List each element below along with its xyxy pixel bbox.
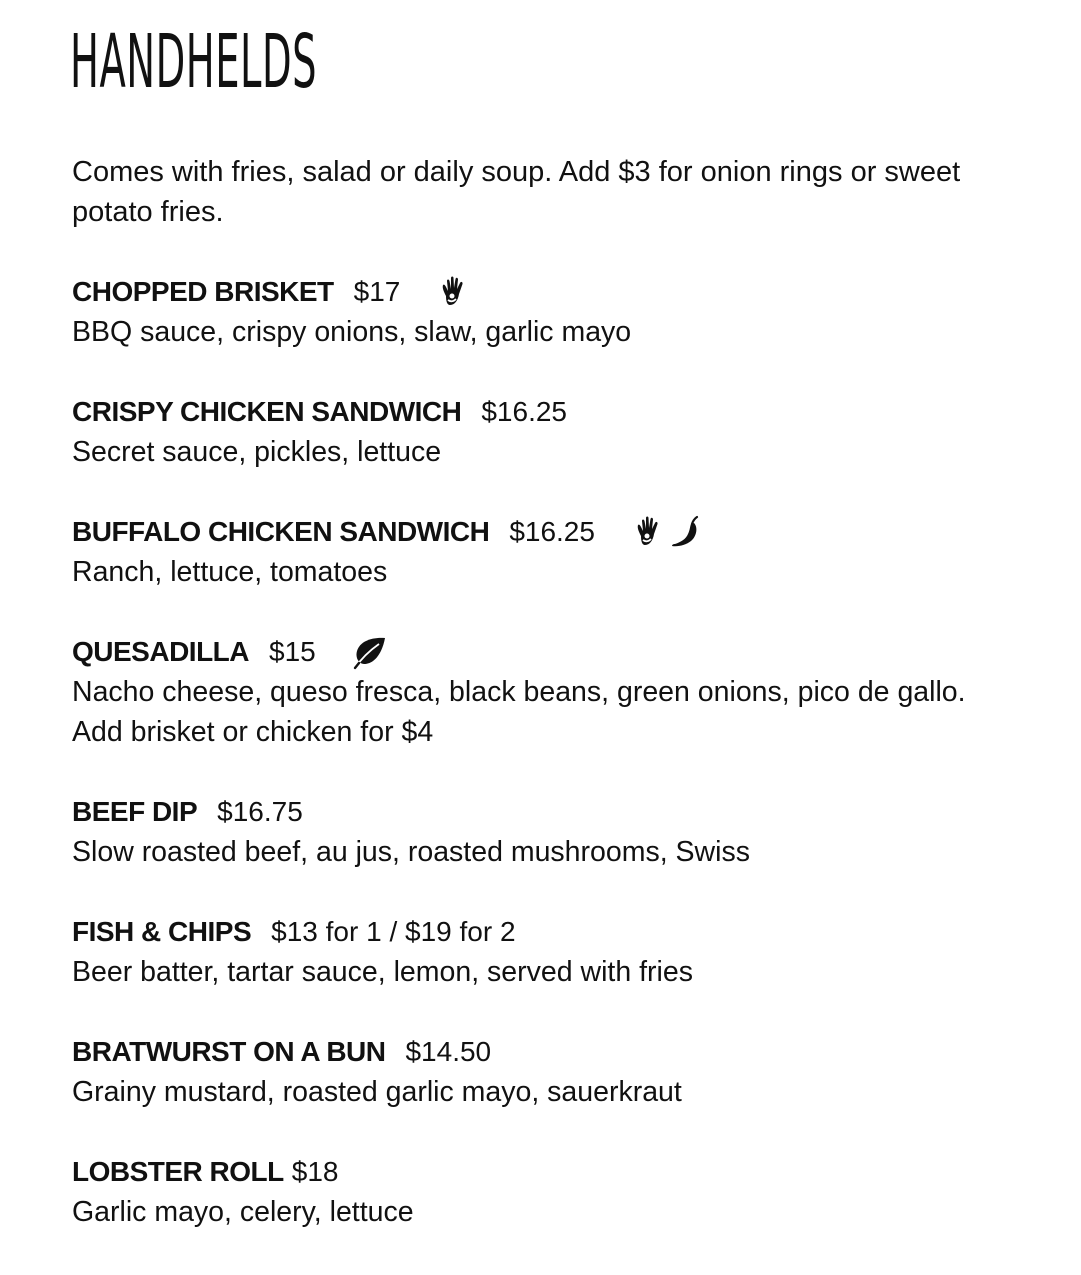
item-price: $16.75	[217, 796, 303, 827]
item-name: BUFFALO CHICKEN SANDWICH	[72, 516, 490, 547]
menu-item-lobster-roll	[72, 1152, 1042, 1232]
page-title: HANDHELDS	[70, 19, 318, 105]
item-name: BEEF DIP	[72, 796, 198, 827]
item-description: Ranch, lettuce, tomatoes	[72, 556, 388, 588]
hand-icon	[436, 274, 472, 310]
item-name: CHOPPED BRISKET	[72, 276, 334, 307]
menu-item-chopped-brisket	[72, 272, 1042, 352]
item-icons	[631, 512, 703, 552]
item-name: QUESADILLA	[72, 636, 249, 667]
menu-item-buffalo-chicken-sandwich	[72, 512, 1042, 592]
menu-item-beef-dip	[72, 792, 1042, 872]
menu-intro: Comes with fries, salad or daily soup. Add $3 for onion rings or sweet potato fries.	[72, 156, 961, 228]
item-description: BBQ sauce, crispy onions, slaw, garlic mayo	[72, 316, 632, 348]
item-price: $13 for 1 / $19 for 2	[271, 916, 516, 947]
item-description: Secret sauce, pickles, lettuce	[72, 436, 442, 468]
item-price: $18	[291, 1156, 339, 1187]
menu-item-quesadilla	[72, 632, 1042, 752]
item-price: $14.50	[405, 1036, 492, 1067]
item-description: Slow roasted beef, au jus, roasted mushrooms, Swiss	[72, 836, 750, 868]
leaf-icon	[352, 634, 388, 670]
item-description: Grainy mustard, roasted garlic mayo, sauerkraut	[72, 1076, 682, 1108]
item-description-extra: Add brisket or chicken for $4	[72, 716, 434, 748]
item-description: Beer batter, tartar sauce, lemon, served with fries	[72, 956, 693, 988]
item-price: $15	[269, 636, 316, 667]
hand-icon	[631, 514, 667, 550]
item-name: FISH & CHIPS	[72, 916, 252, 947]
item-price: $16.25	[509, 516, 595, 547]
item-name: LOBSTER ROLL	[72, 1156, 284, 1187]
item-name: CRISPY CHICKEN SANDWICH	[72, 396, 462, 427]
item-price: $16.25	[481, 396, 567, 427]
item-description: Garlic mayo, celery, lettuce	[72, 1196, 414, 1228]
item-price: $17	[353, 276, 401, 307]
menu-item-fish-and-chips	[72, 912, 1042, 992]
menu-item-crispy-chicken-sandwich	[72, 392, 1042, 472]
item-name: BRATWURST ON A BUN	[72, 1036, 386, 1067]
item-icons	[436, 272, 472, 312]
item-description: Nacho cheese, queso fresca, black beans, green onions, pico de gallo.	[72, 676, 966, 708]
chili-pepper-icon	[667, 514, 703, 550]
menu-item-bratwurst-on-a-bun	[72, 1032, 1042, 1112]
item-icons	[352, 632, 388, 672]
